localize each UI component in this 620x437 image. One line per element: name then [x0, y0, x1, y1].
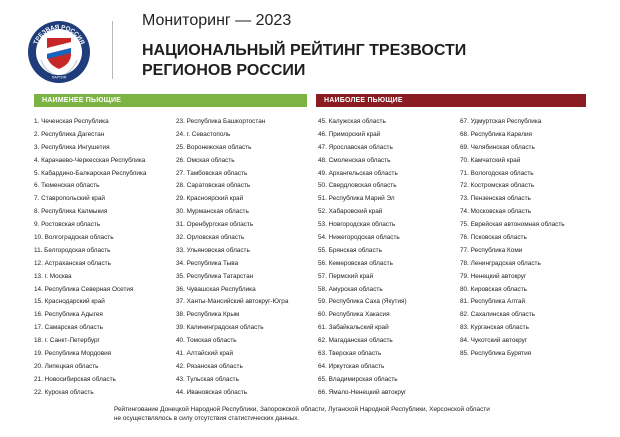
list-item: 27. Тамбовская область — [176, 169, 248, 177]
list-item: 16. Республика Адыгея — [34, 311, 103, 319]
list-item: 41. Алтайский край — [176, 350, 234, 358]
list-item: 60. Республика Хакасия — [318, 311, 390, 319]
list-item: 20. Липецкая область — [34, 362, 99, 370]
list-item: 1. Чеченская Республика — [34, 118, 109, 125]
list-item: 23. Республика Башкортостан — [176, 118, 266, 125]
list-item: 53. Новгородская область — [318, 221, 396, 229]
list-item: 62. Магаданская область — [318, 337, 393, 345]
list-item: 85. Республика Бурятия — [460, 350, 532, 358]
list-item: 83. Курганская область — [460, 324, 529, 332]
list-item: 65. Владимирская область — [318, 375, 398, 383]
list-item: 46. Приморский край — [318, 130, 381, 138]
list-item: 15. Краснодарский край — [34, 298, 105, 306]
list-item: 55. Брянская область — [318, 246, 382, 254]
footnote-line-2: не осуществлялось в силу отсутствия статистических данных. — [114, 415, 300, 422]
list-item: 36. Чувашская Республика — [176, 285, 256, 293]
list-item: 24. г. Севастополь — [176, 130, 231, 138]
list-item: 12. Астраханская область — [34, 259, 111, 267]
list-item: 6. Тюменская область — [34, 182, 100, 190]
list-item: 79. Ненецкий автокруг — [460, 272, 527, 280]
list-item: 30. Мурманская область — [176, 208, 249, 216]
list-item: 44. Ивановская область — [176, 388, 248, 396]
list-item: 13. г. Москва — [34, 272, 72, 280]
list-item: 5. Кабардино-Балкарская Республика — [34, 169, 147, 177]
ranking-column-4 — [460, 116, 600, 361]
list-item: 69. Челябинская область — [460, 143, 535, 151]
least-drinking-header: НАИМЕНЕЕ ПЬЮЩИЕ — [34, 94, 307, 107]
list-item: 25. Воронежская область — [176, 143, 252, 151]
ranking-column-2 — [176, 116, 316, 400]
list-item: 51. Республика Марий Эл — [318, 195, 395, 203]
list-item: 11. Белгородская область — [34, 246, 111, 254]
list-item: 2. Республика Дагестан — [34, 130, 105, 138]
list-item: 19. Республика Мордовия — [34, 350, 112, 358]
list-item: 57. Пермский край — [318, 272, 374, 280]
list-item: 59. Республика Саха (Якутия) — [318, 298, 407, 306]
list-item: 76. Псковская область — [460, 234, 527, 242]
list-item: 29. Красноярский край — [176, 195, 244, 203]
list-item: 82. Сахалинская область — [460, 311, 535, 319]
list-item: 7. Ставропольский край — [34, 195, 105, 203]
logo-text: ТРЕЗВАЯ РОССИЯ — [32, 23, 86, 46]
list-item: 4. Карачаево-Черкесская Республика — [34, 156, 146, 164]
list-item: 56. Кемеровская область — [318, 259, 393, 267]
list-item: 75. Еврейская автономная область — [460, 221, 565, 229]
list-item: 54. Нижегородская область — [318, 234, 400, 242]
list-item: 14. Республика Северная Осетия — [34, 285, 134, 293]
list-item: 42. Рязанская область — [176, 362, 243, 370]
page-subtitle: Мониторинг — 2023 — [142, 12, 292, 29]
header-divider — [112, 21, 113, 79]
list-item: 43. Тульская область — [176, 375, 239, 383]
list-item: 48. Смоленская область — [318, 156, 391, 164]
list-item: 78. Ленинградская область — [460, 259, 541, 267]
list-item: 35. Республика Татарстан — [176, 272, 254, 280]
list-item: 52. Хабаровский край — [318, 208, 383, 216]
ranking-column-1 — [34, 116, 174, 400]
list-item: 64. Иркутская область — [318, 362, 385, 370]
list-item: 34. Республика Тыва — [176, 259, 239, 267]
list-item: 67. Удмуртская Республика — [460, 118, 542, 125]
list-item: 74. Московская область — [460, 208, 532, 216]
title-line-1: НАЦИОНАЛЬНЫЙ РЕЙТИНГ ТРЕЗВОСТИ — [142, 42, 467, 59]
list-item: 17. Самарская область — [34, 324, 103, 332]
list-item: 77. Республика Коми — [460, 246, 523, 254]
list-item: 63. Тверская область — [318, 350, 382, 358]
list-item: 80. Кировская область — [460, 285, 527, 293]
list-item: 21. Новосибирская область — [34, 375, 116, 383]
list-item: 32. Орловская область — [176, 234, 245, 242]
list-item: 61. Забайкальский край — [318, 324, 389, 332]
footnote — [114, 405, 490, 423]
list-item: 26. Омская область — [176, 156, 235, 164]
list-item: 18. г. Санкт-Петербург — [34, 337, 100, 345]
list-item: 28. Саратовская область — [176, 182, 251, 190]
logo-subtext: ПАРТИЯ — [51, 75, 67, 80]
list-item: 71. Вологодская область — [460, 169, 534, 177]
list-item: 49. Архангельская область — [318, 169, 398, 177]
list-item: 66. Ямало-Ненецкий автокруг — [318, 388, 407, 396]
list-item: 9. Ростовская область — [34, 221, 101, 229]
trezvaya-rossiya-logo — [27, 20, 91, 84]
list-item: 81. Республика Алтай — [460, 298, 526, 306]
list-item: 31. Оренбургская область — [176, 221, 254, 229]
list-item: 38. Республика Крым — [176, 311, 240, 319]
page-title — [142, 41, 466, 81]
ranking-column-3 — [318, 116, 458, 400]
footnote-line-1: Рейтингование Донецкой Народной Республики, Запорожской области, Луганской Народной Республики, Херсонской области — [114, 406, 490, 413]
list-item: 72. Костромская область — [460, 182, 535, 190]
list-item: 22. Курская область — [34, 388, 94, 396]
list-item: 84. Чукотский автокруг — [460, 337, 528, 345]
list-item: 50. Свердловская область — [318, 182, 397, 190]
list-item: 33. Ульяновская область — [176, 246, 250, 254]
list-item: 58. Амурская область — [318, 285, 383, 293]
most-drinking-header: НАИБОЛЕЕ ПЬЮЩИЕ — [316, 94, 586, 107]
title-line-2: РЕГИОНОВ РОССИИ — [142, 62, 306, 79]
list-item: 40. Томская область — [176, 337, 237, 345]
list-item: 68. Республика Карелия — [460, 130, 532, 138]
list-item: 8. Республика Калмыкия — [34, 208, 108, 216]
list-item: 73. Пензенская область — [460, 195, 531, 203]
list-item: 45. Калужская область — [318, 118, 386, 125]
list-item: 39. Калининградская область — [176, 324, 264, 332]
list-item: 37. Ханты-Мансийский автокруг-Югра — [176, 298, 289, 306]
list-item: 47. Ярославская область — [318, 143, 393, 151]
list-item: 3. Республика Ингушетия — [34, 143, 110, 151]
list-item: 70. Камчатский край — [460, 156, 521, 164]
list-item: 10. Волгоградская область — [34, 234, 114, 242]
